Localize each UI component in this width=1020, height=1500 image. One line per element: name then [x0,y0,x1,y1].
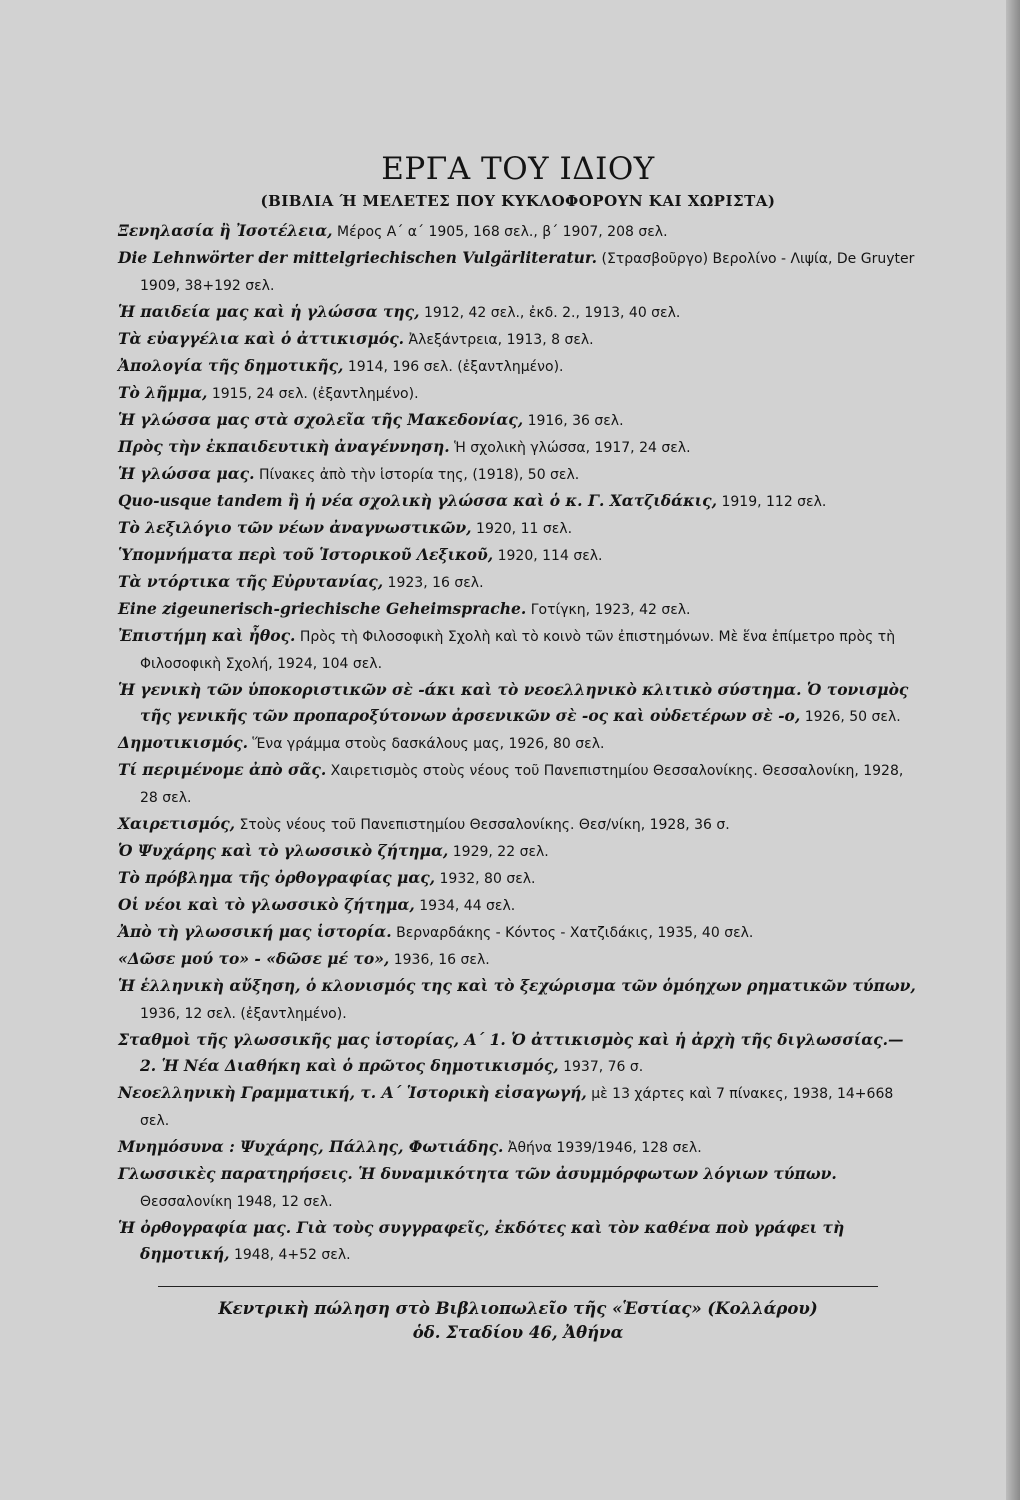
bibliography-entry [118,1080,918,1134]
bibliography-entry [118,677,918,730]
bibliography-entry [118,757,918,811]
bibliography-entry [118,946,918,973]
bibliography-entry [118,892,918,919]
entry-title: Τὸ λεξιλόγιο τῶν νέων ἀναγνωστικῶν, [118,518,472,537]
footer-line-2: ὁδ. Σταδίου 46, Ἀθήνα [412,1323,624,1342]
bibliography-entry [118,380,918,407]
entry-title: «Δῶσε μού το» - «δῶσε μέ το», [118,949,390,968]
entry-title: Ἡ ἑλληνικὴ αὔξηση, ὁ κλονισμός της καὶ τὸ ξεχώρισμα τῶν ὁμόηχων ρηματικῶν τύπων, [118,976,916,995]
entry-title: Ἡ γενικὴ τῶν ὑποκοριστικῶν σὲ -άκι καὶ τὸ νεοελληνικὸ κλιτικὸ σύστημα. Ὁ τονισμὸς τῆς γενικῆς τῶν προπαροξύτονων ἀρσενικῶν σὲ -ος καὶ οὐδετέρων σὲ -ο, [118,680,909,725]
entry-title: Γλωσσικὲς παρατηρήσεις. Ἡ δυναμικότητα τῶν ἀσυμμόρφωτων λόγιων τύπων. [118,1164,837,1183]
bibliography-entry [118,865,918,892]
bibliography-entry [118,569,918,596]
document-page [118,150,918,1345]
bibliography-entry [118,542,918,569]
footer-note [118,1297,918,1345]
entry-title: Νεοελληνικὴ Γραμματική, τ. Α΄ Ἱστορικὴ εἰσαγωγή, [118,1083,587,1102]
entry-details: 1936, 12 σελ. (ἐξαντλημένο). [140,1006,347,1022]
bibliography-entry [118,245,918,299]
entry-title: Die Lehnwörter der mittelgriechischen Vulgärliteratur. [118,248,598,267]
bibliography-entry [118,919,918,946]
bibliography-entry [118,1161,918,1215]
bibliography-entry [118,515,918,542]
bibliography-entry [118,407,918,434]
bibliography-entry [118,811,918,838]
entry-title: Ὑπομνήματα περὶ τοῦ Ἱστορικοῦ Λεξικοῦ, [118,545,494,564]
entry-details: 1920, 114 σελ. [493,548,603,564]
entry-details: 1912, 42 σελ., ἐκδ. 2., 1913, 40 σελ. [419,305,681,321]
entry-details: Βερναρδάκης - Κόντος - Χατζιδάκις, 1935, 40 σελ. [391,925,754,941]
entry-details: Πρὸς τὴ Φιλοσοφικὴ Σχολὴ καὶ τὸ κοινὸ τῶν ἐπιστημόνων. Μὲ ἕνα ἐπίμετρο πρὸς τὴ Φιλοσοφικὴ Σχολή, 1924, 104 σελ. [140,629,896,672]
entry-details: Στοὺς νέους τοῦ Πανεπιστημίου Θεσσαλονίκης. Θεσ/νίκη, 1928, 36 σ. [235,817,730,833]
entry-details: Ἀλεξάντρεια, 1913, 8 σελ. [404,332,594,348]
entry-details: Γοτίγκη, 1923, 42 σελ. [526,602,691,618]
entry-title: Quo-usque tandem ἢ ἡ νέα σχολικὴ γλώσσα καὶ ὁ κ. Γ. Χατζιδάκις, [118,491,718,510]
entry-details: 1948, 4+52 σελ. [229,1247,351,1263]
page-edge-shadow [1006,0,1020,1500]
entry-details: 1919, 112 σελ. [717,494,827,510]
entry-title: Eine zigeunerisch-griechische Geheimsprache. [118,599,527,618]
entry-title: Τὰ εὐαγγέλια καὶ ὁ ἀττικισμός. [118,329,405,348]
entry-details: Ἕνα γράμμα στοὺς δασκάλους μας, 1926, 80 σελ. [247,736,605,752]
entry-title: Ἀπὸ τὴ γλωσσική μας ἱστορία. [118,922,392,941]
bibliography-entry [118,461,918,488]
entry-title: Ἡ γλώσσα μας στὰ σχολεῖα τῆς Μακεδονίας, [118,410,524,429]
bibliography-entry [118,1215,918,1268]
entry-title: Τὰ ντόρτικα τῆς Εὐρυτανίας, [118,572,384,591]
bibliography-entry [118,1027,918,1080]
entry-title: Μνημόσυνα : Ψυχάρης, Πάλλης, Φωτιάδης. [118,1137,504,1156]
entry-details: Θεσσαλονίκη 1948, 12 σελ. [140,1194,333,1210]
bibliography-entry [118,488,918,515]
bibliography-entry [118,596,918,623]
entry-details: 1932, 80 σελ. [435,871,536,887]
bibliography-entry [118,730,918,757]
entry-title: Δημοτικισμός. [118,733,248,752]
bibliography-entry [118,299,918,326]
bibliography-entry [118,838,918,865]
entry-details: Μέρος Α΄ α΄ 1905, 168 σελ., β΄ 1907, 208 σελ. [332,224,668,240]
bibliography-list [118,218,918,1268]
entry-details: 1923, 16 σελ. [383,575,484,591]
entry-title: Ὁ Ψυχάρης καὶ τὸ γλωσσικὸ ζήτημα, [118,841,449,860]
entry-details: 1916, 36 σελ. [523,413,624,429]
entry-details: 1915, 24 σελ. (ἐξαντλημένο). [207,386,419,402]
entry-title: Ἀπολογία τῆς δημοτικῆς, [118,356,344,375]
bibliography-entry [118,218,918,245]
entry-details: 1926, 50 σελ. [800,709,901,725]
bibliography-entry [118,1134,918,1161]
entry-title: Τί περιμένομε ἀπὸ σᾶς. [118,760,327,779]
bibliography-entry [118,326,918,353]
entry-title: Σταθμοὶ τῆς γλωσσικῆς μας ἱστορίας, Α΄ 1. Ὁ ἀττικισμὸς καὶ ἡ ἀρχὴ τῆς διγλωσσίας.— 2. Ἡ Νέα Διαθήκη καὶ ὁ πρῶτος δημοτικισμός, [118,1030,904,1075]
entry-title: Ξενηλασία ἢ Ἰσοτέλεια, [118,221,333,240]
entry-title: Ἡ παιδεία μας καὶ ἡ γλώσσα της, [118,302,420,321]
entry-details: 1937, 76 σ. [558,1059,644,1075]
entry-details: Πίνακες ἀπὸ τὴν ἱστορία της, (1918), 50 σελ. [254,467,580,483]
entry-details: 1934, 44 σελ. [414,898,516,914]
entry-details: 1920, 11 σελ. [471,521,573,537]
divider [158,1286,878,1287]
footer-line-1: Κεντρικὴ πώληση στὸ Βιβλιοπωλεῖο τῆς «Ἑστίας» (Κολλάρου) [218,1299,818,1318]
bibliography-entry [118,973,918,1027]
page-subtitle: (ΒΙΒΛΙΑ Ή ΜΕΛΕΤΕΣ ΠΟΥ ΚΥΚΛΟΦΟΡΟΥΝ ΚΑΙ ΧΩΡΙΣΤΑ) [260,192,776,210]
entry-title: Ἐπιστήμη καὶ ἦθος. [118,626,296,645]
entry-details: Ἡ σχολικὴ γλώσσα, 1917, 24 σελ. [449,440,691,456]
bibliography-entry [118,353,918,380]
entry-title: Τὸ λῆμμα, [118,383,208,402]
entry-title: Πρὸς τὴν ἐκπαιδευτικὴ ἀναγέννηση. [118,437,450,456]
entry-details: 1936, 16 σελ. [389,952,490,968]
entry-details: 1929, 22 σελ. [448,844,549,860]
entry-details: μὲ 13 χάρτες καὶ 7 πίνακες, 1938, 14+668 σελ. [140,1086,894,1129]
entry-details: Ἀθήνα 1939/1946, 128 σελ. [503,1140,702,1156]
entry-title: Χαιρετισμός, [118,814,236,833]
entry-title: Ἡ γλώσσα μας. [118,464,255,483]
entry-title: Τὸ πρόβλημα τῆς ὀρθογραφίας μας, [118,868,436,887]
bibliography-entry [118,623,918,677]
entry-details: Χαιρετισμὸς στοὺς νέους τοῦ Πανεπιστημίου Θεσσαλονίκης. Θεσσαλονίκη, 1928, 28 σελ. [140,763,904,806]
bibliography-entry [118,434,918,461]
entry-details: 1914, 196 σελ. (ἐξαντλημένο). [343,359,564,375]
entry-details: (Στρασβοῦργο) Βερολίνο - Λιψία, De Gruyter 1909, 38+192 σελ. [140,251,915,294]
page-title: ΕΡΓΑ ΤΟΥ ΙΔΙΟΥ [381,151,655,187]
entry-title: Οἱ νέοι καὶ τὸ γλωσσικὸ ζήτημα, [118,895,415,914]
entry-title: Ἡ ὀρθογραφία μας. Γιὰ τοὺς συγγραφεῖς, ἐκδότες καὶ τὸν καθένα ποὺ γράφει τὴ δημοτική, [118,1218,845,1263]
